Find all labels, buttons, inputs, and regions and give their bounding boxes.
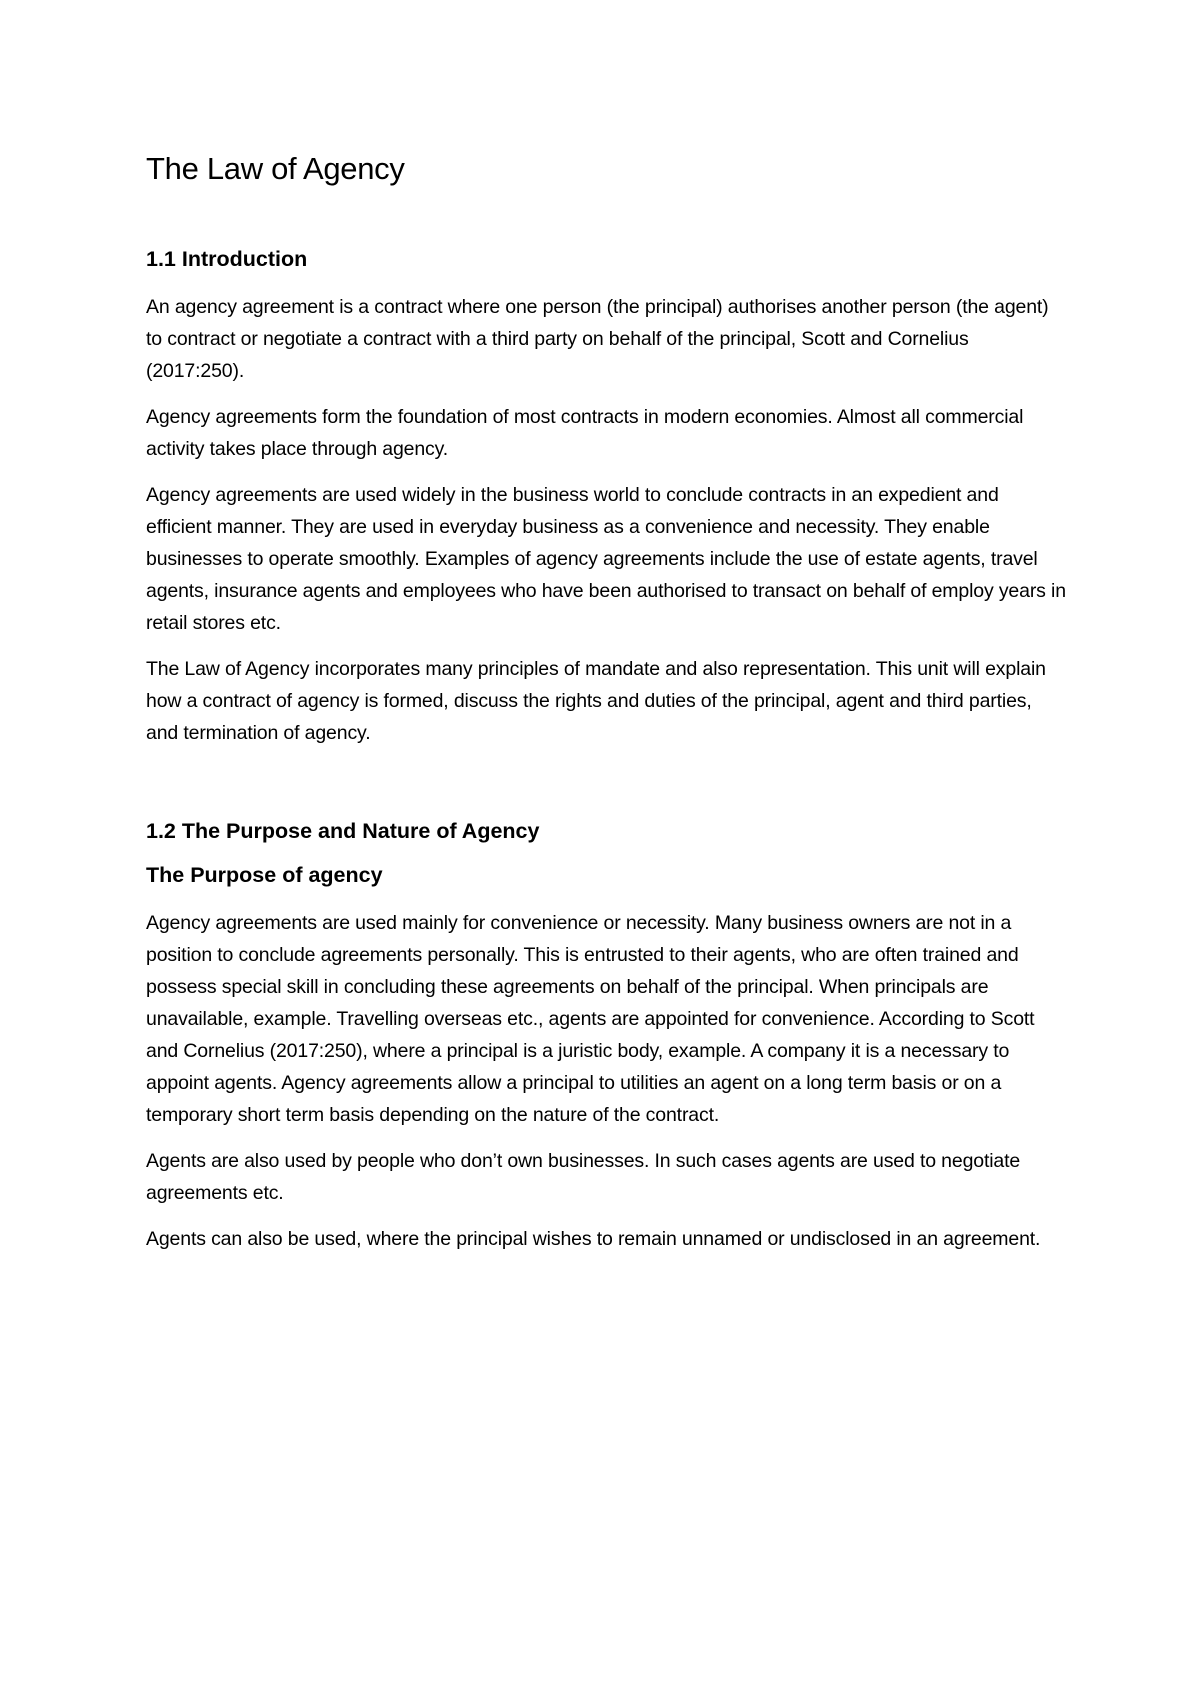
section-introduction — [146, 247, 1066, 749]
section-heading: 1.2 The Purpose and Nature of Agency — [146, 818, 540, 843]
document-body — [146, 150, 1066, 1269]
section-purpose-and-nature — [146, 819, 1066, 1255]
section-heading: 1.1 Introduction — [146, 247, 308, 272]
paragraph: Agents are also used by people who don’t own businesses. In such cases agents are used to negotiate agreements etc. — [146, 1149, 1021, 1204]
subsection-heading: The Purpose of agency — [146, 862, 383, 887]
paragraph: Agency agreements are used widely in the business world to conclude contracts in an expedient and efficient manner. They are used in everyday business as a convenience and necessity. They enable businesses to operate smoothly. Examples of agency agreements include the use of estate agents, travel agents, insurance agents and employees who have been authorised to transact on behalf of employ years in retail stores etc. — [146, 483, 1066, 634]
document-title: The Law of Agency — [146, 151, 405, 186]
paragraph: Agents can also be used, where the principal wishes to remain unnamed or undisclosed in an agreement. — [146, 1227, 1041, 1250]
paragraph: The Law of Agency incorporates many principles of mandate and also representation. This unit will explain how a contract of agency is formed, discuss the rights and duties of the principal, agent and third parties, and termination of agency. — [146, 657, 1046, 744]
paragraph: An agency agreement is a contract where one person (the principal) authorises another person (the agent) to contract or negotiate a contract with a third party on behalf of the principal, Scott and Cornelius (2017:250). — [146, 295, 1049, 382]
paragraph: Agency agreements are used mainly for convenience or necessity. Many business owners are not in a position to conclude agreements personally. This is entrusted to their agents, who are often trained and possess special skill in concluding these agreements on behalf of the principal. When principals are unavailable, example. Travelling overseas etc., agents are appointed for convenience. According to Scott and Cornelius (2017:250), where a principal is a juristic body, example. A company it is a necessary to appoint agents. Agency agreements allow a principal to utilities an agent on a long term basis or on a temporary short term basis depending on the nature of the contract. — [146, 911, 1035, 1126]
section-spacer — [146, 763, 1066, 819]
paragraph: Agency agreements form the foundation of most contracts in modern economies. Almost all commercial activity takes place through agency. — [146, 405, 1024, 460]
